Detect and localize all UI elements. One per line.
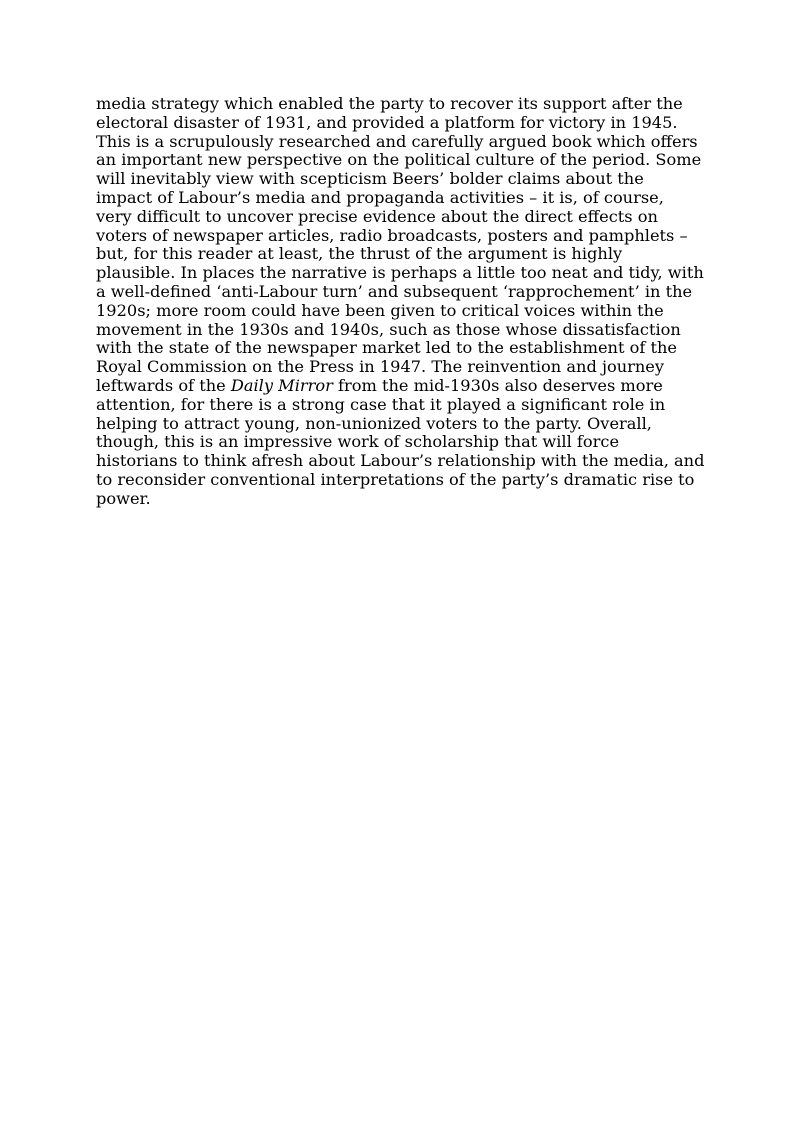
text-line: power. [96, 488, 151, 508]
text-line: an important new perspective on the political culture of the period. Some [96, 150, 702, 170]
text-line: historians to think afresh about Labour’s relationship with the media, and [96, 451, 705, 471]
text-line: media strategy which enabled the party to recover its support after the [96, 94, 683, 113]
text-line: very difficult to uncover precise evidence about the direct effects on [96, 206, 658, 226]
text-segment: leftwards of the [96, 375, 231, 395]
text-line: will inevitably view with scepticism Beers’ bolder claims about the [96, 169, 644, 189]
body-paragraph [96, 95, 716, 509]
text-line: plausible. In places the narrative is perhaps a little too neat and tidy, with [96, 263, 704, 283]
text-line: though, this is an impressive work of scholarship that will force [96, 432, 620, 452]
text-line: attention, for there is a strong case that it played a significant role in [96, 394, 666, 414]
text-line: This is a scrupulously researched and carefully argued book which offers [96, 131, 698, 151]
text-line-with-italic-title [96, 377, 716, 396]
text-line: electoral disaster of 1931, and provided a platform for victory in 1945. [96, 112, 678, 132]
text-segment: from the mid-1930s also deserves more [332, 375, 663, 395]
text-line: but, for this reader at least, the thrust of the argument is highly [96, 244, 623, 264]
text-line: Royal Commission on the Press in 1947. The reinvention and journey [96, 357, 665, 377]
text-line: with the state of the newspaper market led to the establishment of the [96, 338, 677, 358]
text-line: a well-defined ‘anti-Labour turn’ and subsequent ‘rapprochement’ in the [96, 281, 693, 301]
text-line: 1920s; more room could have been given to critical voices within the [96, 300, 664, 320]
newspaper-title: Daily Mirror [230, 375, 333, 395]
text-line: helping to attract young, non-unionized voters to the party. Overall, [96, 413, 652, 433]
text-line: movement in the 1930s and 1940s, such as those whose dissatisfaction [96, 319, 681, 339]
text-line: voters of newspaper articles, radio broadcasts, posters and pamphlets – [96, 225, 688, 245]
text-line: impact of Labour’s media and propaganda activities – it is, of course, [96, 187, 664, 207]
text-line: to reconsider conventional interpretations of the party’s dramatic rise to [96, 469, 695, 489]
